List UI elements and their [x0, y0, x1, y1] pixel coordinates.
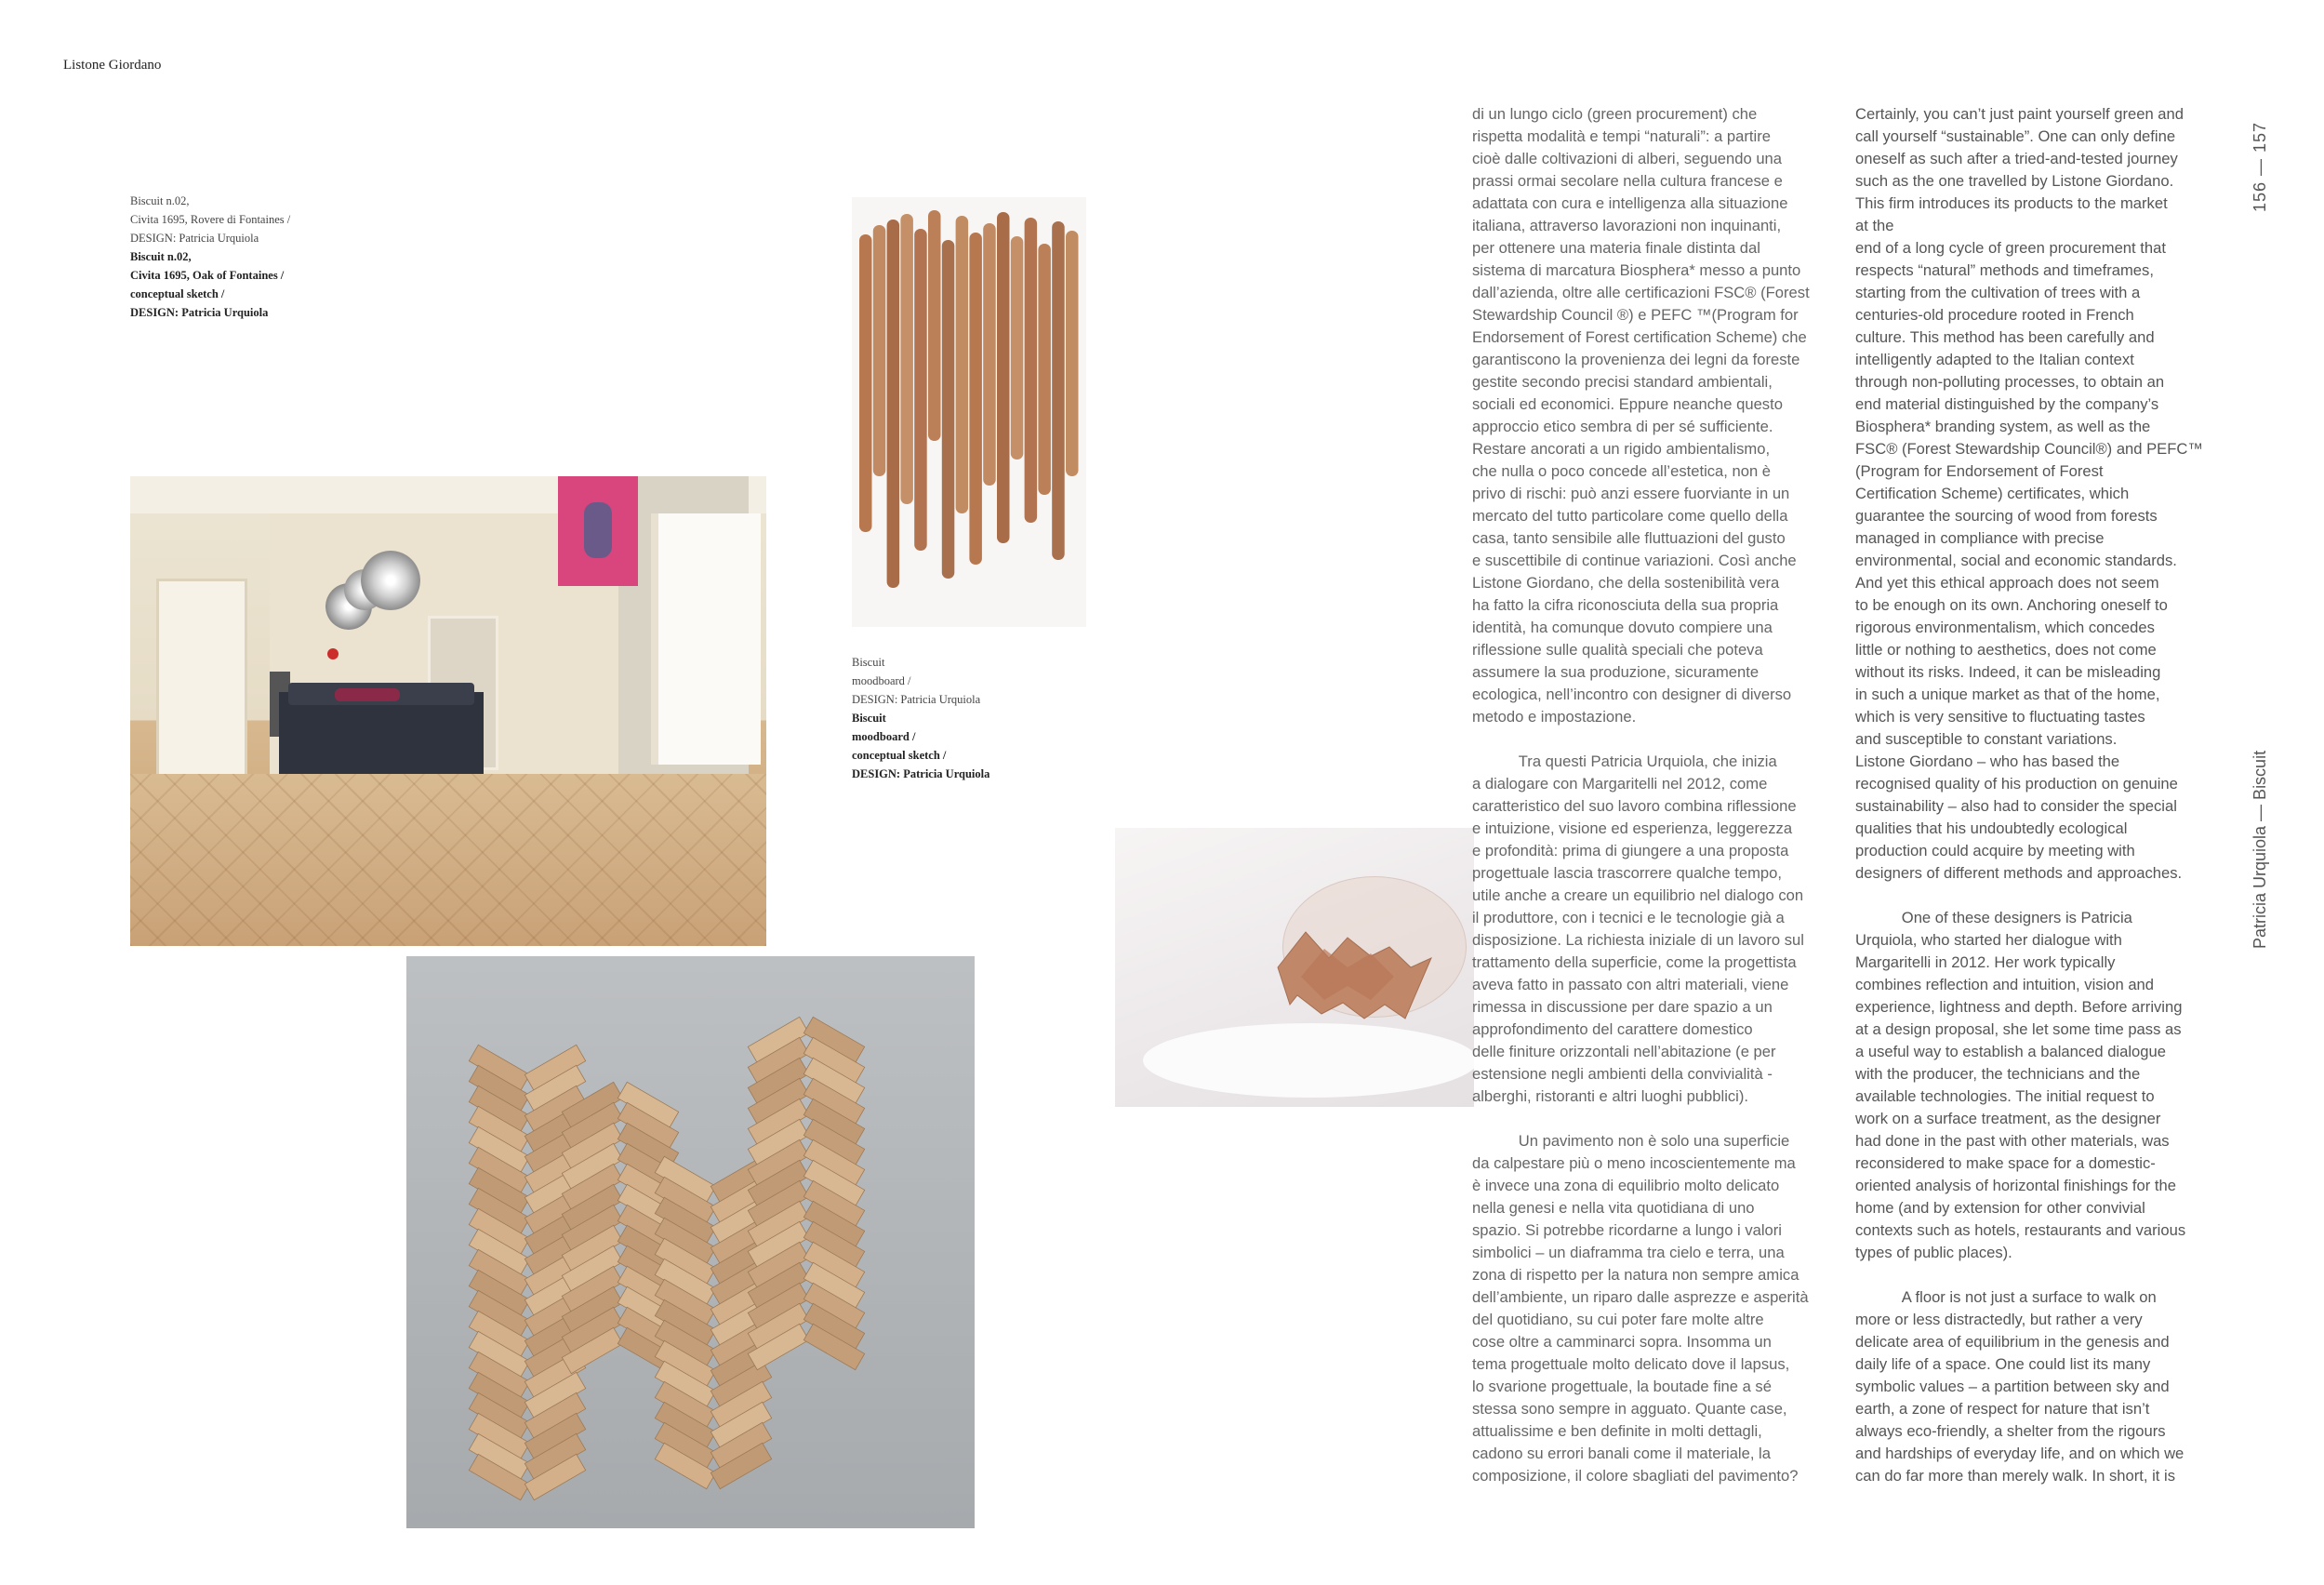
text-line: zona di rispetto per la natura non sempre amica	[1472, 1266, 1799, 1284]
text-line: trattamento della superficie, come la progettista	[1472, 953, 1797, 971]
text-line: utile anche a creare un equilibrio nel dialogo con	[1472, 886, 1804, 904]
text-line: Certification Scheme) certificates, which	[1855, 485, 2130, 502]
text-line: earth, a zone of respect for nature that isn’t	[1855, 1400, 2150, 1418]
text-line: at a design proposal, she let some time pass as	[1855, 1020, 2182, 1038]
text-line: sustainability – also had to consider the special	[1855, 797, 2177, 815]
text-line: lo svarione progettuale, la boutade fine a sé	[1472, 1378, 1772, 1395]
text-line: combines reflection and intuition, vision and	[1855, 976, 2155, 993]
text-line: ha fatto la cifra riconosciuta della sua propria	[1472, 596, 1779, 614]
text-line: guarantee the sourcing of wood from forests	[1855, 507, 2158, 525]
text-line: del quotidiano, su cui poter fare molte altre	[1472, 1311, 1764, 1328]
wood-strip	[928, 210, 941, 441]
wood-strips-graphic	[852, 197, 1086, 627]
text-line: oneself as such after a tried-and-tested journey	[1855, 150, 2178, 167]
text-line: identità, ha comunque dovuto compiere una	[1472, 619, 1773, 636]
text-line: with the producer, the technicians and the	[1855, 1065, 2141, 1083]
caption-line: conceptual sketch /	[130, 287, 225, 300]
text-line: assumere la sua produzione, sicuramente	[1472, 663, 1760, 681]
text-line: metodo e impostazione.	[1472, 708, 1637, 726]
text-line: progettuale lascia trascorrere qualche tempo,	[1472, 864, 1782, 882]
caption-line: Biscuit n.02,	[130, 250, 192, 263]
text-line: aveva fatto in passato con altri materiali, viene	[1472, 976, 1789, 993]
text-line: che nulla o poco concede all’estetica, non è	[1472, 462, 1772, 480]
text-line: Endorsement of Forest certification Scheme) che	[1472, 328, 1807, 346]
text-line: da calpestare più o meno incoscientemente ma	[1472, 1154, 1796, 1172]
text-line: Biosphera* branding system, as well as the	[1855, 418, 2151, 435]
text-line: delle finiture orizzontali nell’abitazione (e per	[1472, 1043, 1776, 1060]
text-line: end material distinguished by the company’s	[1855, 395, 2159, 413]
text-line: il produttore, con i tecnici e le tecnologie già a	[1472, 909, 1785, 926]
wood-strip	[873, 225, 886, 476]
text-line: Restare ancorati a un rigido ambientalismo,	[1472, 440, 1771, 458]
caption-line: Civita 1695, Oak of Fontaines /	[130, 269, 285, 282]
text-line: end of a long cycle of green procurement that	[1855, 239, 2166, 257]
text-line: Certainly, you can’t just paint yourself green and	[1855, 105, 2184, 123]
text-line: dall’azienda, oltre alle certificazioni FSC® (Forest	[1472, 284, 1810, 301]
paragraph-gap	[1472, 728, 1835, 751]
text-line: tema progettuale molto delicato dove il lapsus,	[1472, 1355, 1790, 1373]
wall-art-figure	[584, 502, 612, 558]
wood-strip	[1052, 221, 1065, 560]
text-line: adattata con cura e intelligenza alla situazione	[1472, 194, 1788, 212]
text-line: call yourself “sustainable”. One can only define	[1855, 127, 2176, 145]
text-line: starting from the cultivation of trees with a	[1855, 284, 2141, 301]
text-line: rigorous environmentalism, which concedes	[1855, 619, 2155, 636]
text-line: attualissime e ben definite in molti dettagli,	[1472, 1422, 1762, 1440]
text-line: gestite secondo precisi standard ambientali,	[1472, 373, 1773, 391]
text-line: types of public places).	[1855, 1244, 2012, 1261]
text-column-english	[1855, 103, 2227, 1487]
text-line: Urquiola, who started her dialogue with	[1855, 931, 2122, 949]
text-line: (Program for Endorsement of Forest	[1855, 462, 2104, 480]
wood-strip	[942, 240, 955, 579]
text-line: per ottenere una materia finale distinta dal	[1472, 239, 1760, 257]
text-line: ecologica, nell’incontro con designer di diverso	[1472, 686, 1792, 703]
text-line: e profondità: prima di giungere a una proposta	[1472, 842, 1789, 859]
text-line: qualities that his undoubtedly ecological	[1855, 819, 2128, 837]
text-line: such as the one travelled by Listone Giordano.	[1855, 172, 2174, 190]
text-line: Tra questi Patricia Urquiola, che inizia	[1472, 753, 1777, 770]
text-line: approccio etico sembra di per sé sufficiente.	[1472, 418, 1773, 435]
text-line: mercato del tutto particolare come quello della	[1472, 507, 1788, 525]
text-line: prassi ormai secolare nella cultura francese e	[1472, 172, 1783, 190]
text-line: and susceptible to constant variations.	[1855, 730, 2118, 748]
text-line: spazio. Si potrebbe ricordarne a lungo i valori	[1472, 1221, 1782, 1239]
text-line: work on a surface treatment, as the designer	[1855, 1110, 2161, 1127]
caption-line: Biscuit n.02,	[130, 194, 190, 207]
text-line: reconsidered to make space for a domestic-	[1855, 1154, 2156, 1172]
text-line: oriented analysis of horizontal finishings for the	[1855, 1177, 2176, 1194]
text-line: Listone Giordano – who has based the	[1855, 753, 2120, 770]
paragraph-gap	[1472, 1108, 1835, 1130]
text-line: had done in the past with other materials, was	[1855, 1132, 2170, 1150]
text-line: cose oltre a camminarci sopra. Insomma un	[1472, 1333, 1772, 1351]
caption-line: DESIGN: Patricia Urquiola	[852, 767, 990, 780]
text-line: a dialogare con Margaritelli nel 2012, come	[1472, 775, 1768, 792]
door-left	[156, 579, 247, 779]
pendant-lamp-icon	[361, 551, 420, 610]
wood-strip	[1038, 244, 1051, 495]
text-line: è invece una zona di equilibrio molto delicato	[1472, 1177, 1780, 1194]
text-line: cadono su errori banali come il materiale, la	[1472, 1445, 1771, 1462]
text-line: more or less distractedly, but rather a very	[1855, 1311, 2143, 1328]
text-line: stessa sono sempre in agguato. Quante case,	[1472, 1400, 1787, 1418]
text-line: available technologies. The initial request to	[1855, 1087, 2155, 1105]
text-line: And yet this ethical approach does not seem	[1855, 574, 2159, 592]
text-line: disposizione. La richiesta iniziale di un lavoro sul	[1472, 931, 1804, 949]
running-title: Patricia Urquiola — Biscuit	[2251, 750, 2269, 949]
text-line: nella genesi e nella vita quotidiana di uno	[1472, 1199, 1755, 1217]
wood-strip	[1011, 236, 1024, 460]
brand-name: Listone Giordano	[63, 58, 162, 73]
text-line: a useful way to establish a balanced dialogue	[1855, 1043, 2166, 1060]
text-column-italian	[1472, 103, 1835, 1487]
text-line: e suscettibile di continue variazioni. Così anche	[1472, 552, 1797, 569]
wood-strip	[997, 212, 1010, 543]
sketch-wood-shape	[1115, 828, 1474, 1107]
herringbone-floor	[130, 774, 766, 946]
text-line: without its risks. Indeed, it can be misleading	[1855, 663, 2161, 681]
wood-strip	[900, 214, 913, 504]
text-line: casa, tanto sensibile alle fluttuazioni del gusto	[1472, 529, 1786, 547]
text-line: intelligently adapted to the Italian context	[1855, 351, 2134, 368]
wood-strip	[914, 229, 927, 551]
text-line: experience, lightness and depth. Before arriving	[1855, 998, 2183, 1016]
text-line: symbolic values – a partition between sky and	[1855, 1378, 2170, 1395]
text-line: alberghi, ristoranti e altri luoghi pubblici).	[1472, 1087, 1748, 1105]
text-line: cioè dalle coltivazioni di alberi, seguendo una	[1472, 150, 1783, 167]
text-line: and hardships of everyday life, and on which we	[1855, 1445, 2185, 1462]
text-line: rispetta modalità e tempi “naturali”: a partire	[1472, 127, 1771, 145]
text-line: at the	[1855, 217, 1894, 234]
text-line: centuries-old procedure rooted in French	[1855, 306, 2134, 324]
text-line: managed in compliance with precise	[1855, 529, 2105, 547]
text-line: italiana, attraverso lavorazioni non inquinanti,	[1472, 217, 1782, 234]
caption-line: DESIGN: Patricia Urquiola	[852, 693, 981, 706]
caption-line: Civita 1695, Rovere di Fontaines /	[130, 213, 291, 226]
pillow	[335, 688, 400, 701]
text-line: designers of different methods and approaches.	[1855, 864, 2183, 882]
text-line: sociali ed economici. Eppure neanche questo	[1472, 395, 1783, 413]
page-folio: 156 — 157	[2251, 121, 2269, 212]
text-line: culture. This method has been carefully and	[1855, 328, 2155, 346]
wood-strip	[983, 223, 996, 486]
caption-interior	[130, 192, 290, 322]
text-line: A floor is not just a surface to walk on	[1855, 1288, 2157, 1306]
text-line: respects “natural” methods and timeframes,	[1855, 261, 2154, 279]
sketch-photo	[1115, 828, 1474, 1107]
wood-strip	[859, 234, 872, 532]
text-line: always eco-friendly, a shelter from the rigours	[1855, 1422, 2166, 1440]
text-line: di un lungo ciclo (green procurement) che	[1472, 105, 1758, 123]
text-line: riflessione sulle qualità speciali che poteva	[1472, 641, 1763, 659]
text-line: in such a unique market as that of the home,	[1855, 686, 2160, 703]
wood-strip	[969, 233, 982, 565]
text-line: estensione negli ambienti della convivialità -	[1472, 1065, 1773, 1083]
caption-line: DESIGN: Patricia Urquiola	[130, 306, 269, 319]
text-line: Stewardship Council ®) e PEFC ™(Program for	[1472, 306, 1799, 324]
text-line: environmental, social and economic standards.	[1855, 552, 2177, 569]
moodboard-photo	[852, 197, 1086, 627]
text-line: This firm introduces its products to the market	[1855, 194, 2168, 212]
window	[651, 513, 761, 765]
paragraph-gap	[1855, 1264, 2227, 1286]
text-line: Un pavimento non è solo una superficie	[1472, 1132, 1790, 1150]
text-line: caratteristico del suo lavoro combina riflessione	[1472, 797, 1797, 815]
text-line: through non-polluting processes, to obtain an	[1855, 373, 2165, 391]
caption-moodboard	[852, 653, 989, 783]
text-line: can do far more than merely walk. In short, it is	[1855, 1467, 2175, 1485]
text-line: daily life of a space. One could list its many	[1855, 1355, 2151, 1373]
text-line: One of these designers is Patricia	[1855, 909, 2132, 926]
text-line: garantiscono la provenienza dei legni da foreste	[1472, 351, 1800, 368]
text-line: composizione, il colore sbagliati del pavimento?	[1472, 1467, 1799, 1485]
text-line: to be enough on its own. Anchoring oneself to	[1855, 596, 2168, 614]
text-line: FSC® (Forest Stewardship Council®) and PEFC™	[1855, 440, 2203, 458]
text-line: rimessa in discussione per dare spazio a un	[1472, 998, 1773, 1016]
herringbone-photo	[406, 956, 975, 1528]
text-line: delicate area of equilibrium in the genesis and	[1855, 1333, 2170, 1351]
herringbone-graphic	[406, 956, 975, 1528]
text-line: approfondimento del carattere domestico	[1472, 1020, 1753, 1038]
wood-strip	[1066, 231, 1079, 476]
wood-strip	[1025, 218, 1038, 523]
text-line: which is very sensitive to fluctuating tastes	[1855, 708, 2145, 726]
caption-line: moodboard /	[852, 674, 911, 687]
caption-line: Biscuit	[852, 712, 886, 725]
text-line: privo di rischi: può anzi essere fuorviante in un	[1472, 485, 1790, 502]
text-line: e intuizione, visione ed esperienza, leggerezza	[1472, 819, 1793, 837]
flowers	[327, 648, 339, 659]
wood-strip	[887, 220, 900, 588]
text-line: little or nothing to aesthetics, does not come	[1855, 641, 2157, 659]
caption-line: conceptual sketch /	[852, 749, 947, 762]
interior-photo	[130, 476, 766, 946]
caption-line: moodboard /	[852, 730, 916, 743]
text-line: dell’ambiente, un riparo dalle asprezze e asperità	[1472, 1288, 1809, 1306]
text-line: Listone Giordano, che della sostenibilità vera	[1472, 574, 1780, 592]
text-line: sistema di marcatura Biosphera* messo a punto	[1472, 261, 1801, 279]
caption-line: DESIGN: Patricia Urquiola	[130, 232, 259, 245]
wood-strip	[956, 216, 969, 513]
paragraph-gap	[1855, 885, 2227, 907]
text-line: home (and by extension for other convivial	[1855, 1199, 2145, 1217]
caption-line: Biscuit	[852, 656, 885, 669]
text-line: recognised quality of his production on genuine	[1855, 775, 2178, 792]
text-line: Margaritelli in 2012. Her work typically	[1855, 953, 2116, 971]
text-line: production could acquire by meeting with	[1855, 842, 2135, 859]
text-line: contexts such as hotels, restaurants and various	[1855, 1221, 2186, 1239]
text-line: simbolici – un diaframma tra cielo e terra, una	[1472, 1244, 1785, 1261]
